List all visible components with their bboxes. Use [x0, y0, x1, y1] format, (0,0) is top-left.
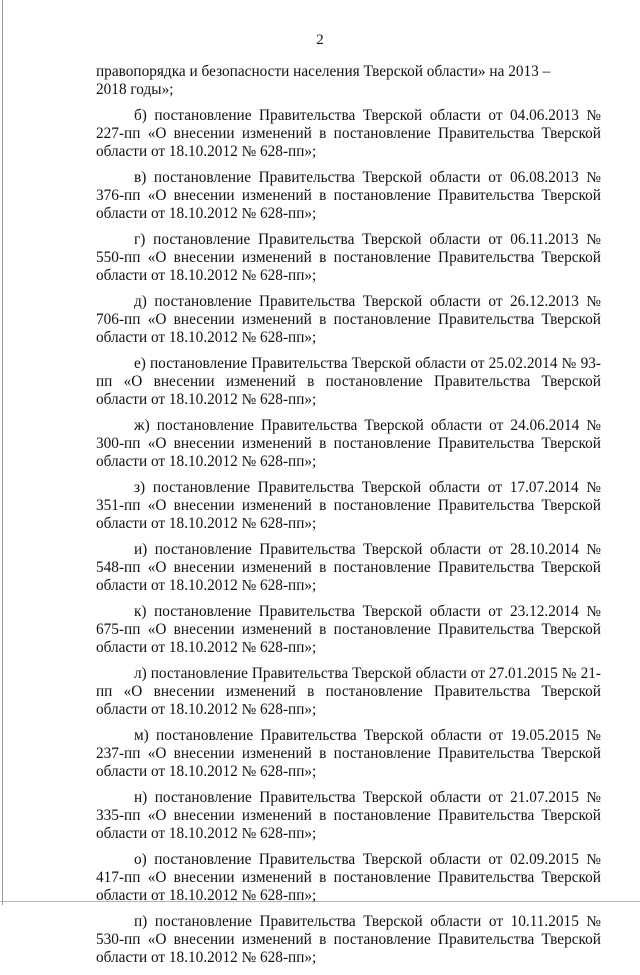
- list-item-m: [96, 727, 601, 781]
- paragraph-line: к) постановление Правительства Тверской области от 23.12.2014: [134, 603, 579, 620]
- paragraph-line: области от 18.10.2012 № 628-пп»;: [96, 825, 317, 842]
- paragraph-line: правопорядка и безопасности населения Тверской области» на 2013 –: [96, 63, 551, 80]
- paragraph-line: области от 18.10.2012 № 628-пп»;: [96, 453, 317, 470]
- paragraph-line: № 530-пп «О внесении изменений в постановление Правительства Тверской: [96, 913, 602, 948]
- paragraph-line: ж) постановление Правительства Тверской области от 24.06.2014: [134, 417, 580, 434]
- paragraph-line: и) постановление Правительства Тверской области от 28.10.2014: [134, 541, 579, 558]
- list-item-e: [96, 355, 601, 409]
- list-item-l: [96, 665, 601, 719]
- paragraph-line: области от 18.10.2012 № 628-пп»;: [96, 577, 317, 594]
- paragraph-line: м) постановление Правительства Тверской области от 19.05.2015: [134, 727, 580, 744]
- list-item-zh: [96, 417, 601, 471]
- document-body: [96, 63, 601, 975]
- page-number: 2: [316, 32, 324, 48]
- paragraph-line: области от 18.10.2012 № 628-пп»;: [96, 143, 317, 160]
- scan-left-edge: [2, 0, 3, 905]
- paragraph-line: области от 18.10.2012 № 628-пп»;: [96, 205, 317, 222]
- list-item-d: [96, 293, 601, 347]
- paragraph-line: № 548-пп «О внесении изменений в постановление Правительства Тверской: [96, 541, 601, 576]
- list-item-k: [96, 603, 601, 657]
- list-item-o: [96, 851, 601, 905]
- paragraph-line: о) постановление Правительства Тверской области от 02.09.2015: [134, 851, 579, 868]
- paragraph-line: д) постановление Правительства Тверской области от 26.12.2013: [134, 293, 579, 310]
- paragraph-line: № 706-пп «О внесении изменений в постановление Правительства Тверской: [96, 293, 601, 328]
- paragraph-line: области от 18.10.2012 № 628-пп»;: [96, 701, 317, 718]
- list-item-p: [96, 913, 601, 967]
- paragraph-line: области от 18.10.2012 № 628-пп»;: [96, 887, 317, 904]
- paragraph-line: г) постановление Правительства Тверской области от 06.11.2013: [134, 231, 579, 248]
- paragraph-line: е) постановление Правительства Тверской области от 25.02.2014: [134, 355, 558, 372]
- paragraph-line: л) постановление Правительства Тверской области от 27.01.2015: [134, 665, 558, 682]
- list-item-g: [96, 231, 601, 285]
- paragraph-line: № 300-пп «О внесении изменений в постановление Правительства Тверской: [96, 417, 602, 452]
- list-item-z: [96, 479, 601, 533]
- paragraph-line: в) постановление Правительства Тверской области от 06.08.2013: [134, 169, 579, 186]
- list-item-b: [96, 107, 601, 161]
- paragraph-line: № 417-пп «О внесении изменений в постановление Правительства Тверской: [96, 851, 602, 886]
- paragraph-line: области от 18.10.2012 № 628-пп»;: [96, 763, 317, 780]
- paragraph-line: области от 18.10.2012 № 628-пп»;: [96, 391, 317, 408]
- list-item-v: [96, 169, 601, 223]
- paragraph: [96, 63, 601, 99]
- paragraph-line: № 335-пп «О внесении изменений в постановление Правительства Тверской: [96, 789, 601, 824]
- paragraph-line: области от 18.10.2012 № 628-пп»;: [96, 329, 317, 346]
- paragraph-line: № 237-пп «О внесении изменений в постановление Правительства Тверской: [96, 727, 601, 762]
- paragraph-line: п) постановление Правительства Тверской области от 10.11.2015: [134, 913, 579, 930]
- paragraph-line: области от 18.10.2012 № 628-пп»;: [96, 515, 317, 532]
- paragraph-line: области от 18.10.2012 № 628-пп»;: [96, 949, 317, 966]
- paragraph-line: б) постановление Правительства Тверской области от 04.06.2013: [134, 107, 579, 124]
- paragraph-line: 2018 годы»;: [96, 81, 174, 98]
- paragraph-line: з) постановление Правительства Тверской области от 17.07.2014: [134, 479, 579, 496]
- paragraph-line: № 93-пп «О внесении изменений в постановление Правительства Тверской: [96, 355, 602, 390]
- paragraph-line: области от 18.10.2012 № 628-пп»;: [96, 267, 317, 284]
- paragraph-line: № 227-пп «О внесении изменений в постановление Правительства Тверской: [96, 107, 601, 142]
- paragraph-line: № 376-пп «О внесении изменений в постановление Правительства Тверской: [96, 169, 602, 204]
- list-item-n: [96, 789, 601, 843]
- paragraph-line: н) постановление Правительства Тверской области от 21.07.2015: [134, 789, 579, 806]
- paragraph-line: № 351-пп «О внесении изменений в постановление Правительства Тверской: [96, 479, 601, 514]
- paragraph-line: № 550-пп «О внесении изменений в постановление Правительства Тверской: [96, 231, 601, 266]
- paragraph-line: области от 18.10.2012 № 628-пп»;: [96, 639, 317, 656]
- list-item-i: [96, 541, 601, 595]
- paragraph-line: № 675-пп «О внесении изменений в постановление Правительства Тверской: [96, 603, 602, 638]
- paragraph-line: № 21-пп «О внесении изменений в постановление Правительства Тверской: [96, 665, 602, 700]
